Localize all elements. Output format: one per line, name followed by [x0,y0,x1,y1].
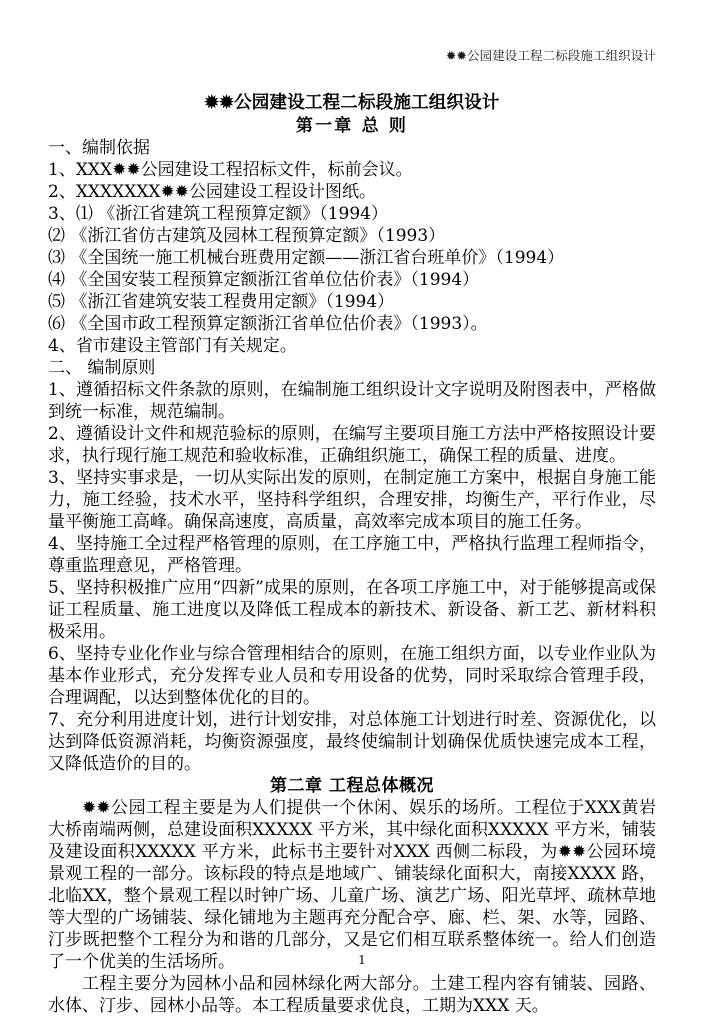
paragraph: 2、遵循设计文件和规范验标的原则，在编写主要项目施工方法中严格按照设计要求，执行现行施工规范和验收标准，正确组织施工，确保工程的质量、进度。 [48,424,656,466]
paragraph: 5、坚持积极推广应用“四新”成果的原则，在各项工序施工中，对于能够提高或保证工程质量、施工进度以及降低工程成本的新技术、新设备、新工艺、新材料积极采用。 [48,578,656,642]
list-item: 1、XXX✹✹公园建设工程招标文件，标前会议。 [48,160,413,180]
list-item: ⑶ 《全国统一施工机械台班费用定额——浙江省台班单价》（1994） [48,248,565,268]
document-title: ✹✹公园建设工程二标段施工组织设计 [204,93,500,113]
list-item: ⑷ 《全国安装工程预算定额浙江省单位估价表》（1994） [48,270,480,290]
paragraph: 3、坚持实事求是，一切从实际出发的原则，在制定施工方案中，根据自身施工能力，施工经验，技术水平，坚持科学组织，合理安排，均衡生产，平行作业，尽量平衡施工高峰。确保高速度，高质量，高效率完成本项目的施工任务。 [48,468,656,532]
running-header: ✹✹公园建设工程二标段施工组织设计 [445,48,656,63]
paragraph: 6、坚持专业化作业与综合管理相结合的原则，在施工组织方面，以专业作业队为基本作业形式，充分发挥专业人员和专用设备的优势，同时采取综合管理手段，合理调配，以达到整体优化的目的。 [48,644,656,708]
section-two-heading: 二、 编制原则 [48,358,156,378]
document-body [48,92,656,1017]
list-item: ⑸ 《浙江省建筑安装工程费用定额》（1994） [48,292,395,312]
paragraph: 7、充分利用进度计划，进行计划安排，对总体施工计划进行时差、资源优化，以达到降低资源消耗，均衡资源强度，最终使编制计划确保优质快速完成本工程，又降低造价的目的。 [48,710,656,774]
paragraph: 1、遵循招标文件条款的原则，在编制施工组织设计文字说明及附图表中，严格做到统一标准，规范编制。 [48,380,656,422]
paragraph: 4、坚持施工全过程严格管理的原则，在工序施工中，严格执行监理工程师指令，尊重监理意见，严格管理。 [48,534,656,576]
list-item: ⑵ 《浙江省仿古建筑及园林工程预算定额》（1993） [48,226,446,246]
paragraph: ✹✹公园工程主要是为人们提供一个休闲、娱乐的场所。工程位于XXX黄岩大桥南端两侧，总建设面积XXXXX 平方米，其中绿化面积XXXXX 平方米，铺装及建设面积XXXXX 平方米，此标书主要针对XXX 西侧二标段，为✹✹公园环境景观工程的一部分。该标段的特点是地域广、铺装绿化面积大，南接XXXX 路，北临XX，整个景观工程以时钟广场、儿童广场、演艺广场、阳光草坪、疏林草地等大型的广场铺装、绿化铺地为主题再充分配合亭、廊、栏、架、水等，园路、汀步既把整个工程分为和谐的几部分，又是它们相互联系整体统一。给人们创造了一个优美的生活场所。 [48,798,656,972]
list-item: 3、⑴ 《浙江省建筑工程预算定额》（1994） [48,204,388,224]
paragraph: 工程主要分为园林小品和园林绿化两大部分。土建工程内容有铺装、园路、水体、汀步、园林小品等。本工程质量要求优良，工期为XXX 天。 [48,974,656,1016]
list-item: 4、省市建设主管部门有关规定。 [48,336,297,356]
section-one-heading: 一、编制依据 [48,138,150,158]
chapter-two-title: 第二章 工程总体概况 [270,776,434,796]
chapter-one-title: 第一章 总 则 [295,116,409,136]
page-number: 1 [358,952,366,967]
list-item: 2、XXXXXXX✹✹公园建设工程设计图纸。 [48,182,377,202]
list-item: ⑹ 《全国市政工程预算定额浙江省单位估价表》（1993）。 [48,314,488,334]
